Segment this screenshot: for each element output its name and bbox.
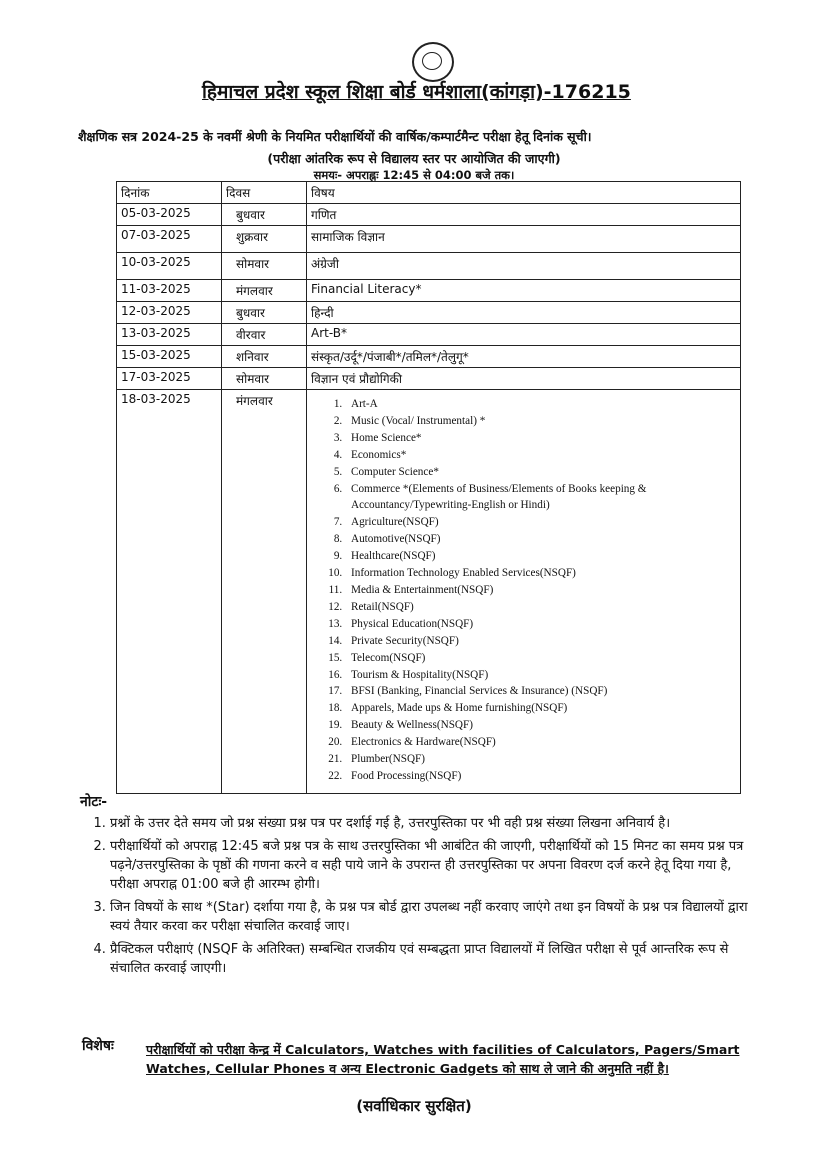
table-row — [117, 204, 741, 226]
header-date: दिनांक — [117, 182, 222, 204]
row-day: बुधवार — [222, 204, 307, 226]
row-date: 05-03-2025 — [117, 204, 222, 226]
notes-heading: नोटः- — [80, 794, 108, 810]
special-label: विशेषः — [82, 1038, 114, 1054]
list-item: 2. Music (Vocal/ Instrumental) * — [345, 413, 736, 430]
page-title: हिमाचल प्रदेश स्कूल शिक्षा बोर्ड धर्मशाला(कांगड़ा)-176215 — [202, 81, 631, 103]
row-subject: सामाजिक विज्ञान — [307, 226, 741, 253]
list-item: 4. Economics* — [345, 447, 736, 464]
row-day: शुक्रवार — [222, 226, 307, 253]
table-row — [117, 302, 741, 324]
header-day: दिवस — [222, 182, 307, 204]
page-subtitle: शैक्षणिक सत्र 2024-25 के नवमीं श्रेणी के नियमित परीक्षार्थियों की वार्षिक/कम्पार्टमैन्ट परीक्षा हेतू दिनांक सूची। — [78, 129, 592, 144]
list-item: 1. Art-A — [345, 396, 736, 413]
list-item: 11. Media & Entertainment(NSQF) — [345, 582, 736, 599]
row-date: 10-03-2025 — [117, 253, 222, 280]
list-item: 20. Electronics & Hardware(NSQF) — [345, 734, 736, 751]
list-item: 19. Beauty & Wellness(NSQF) — [345, 717, 736, 734]
subject-list — [311, 396, 736, 785]
row-date: 12-03-2025 — [117, 302, 222, 324]
row-day: शनिवार — [222, 346, 307, 368]
list-item: 15. Telecom(NSQF) — [345, 650, 736, 667]
row-day: वीरवार — [222, 324, 307, 346]
copyright-notice: (सर्वाधिकार सुरक्षित) — [356, 1097, 472, 1115]
list-item: 5. Computer Science* — [345, 464, 736, 481]
row-day: सोमवार — [222, 253, 307, 280]
row-subject-list — [307, 390, 741, 794]
row-subject: Art-B* — [307, 324, 741, 346]
table-header-row — [117, 182, 741, 204]
list-item: 3. Home Science* — [345, 430, 736, 447]
row-subject: Financial Literacy* — [307, 280, 741, 302]
row-subject: हिन्दी — [307, 302, 741, 324]
row-date: 11-03-2025 — [117, 280, 222, 302]
exam-level-note: (परीक्षा आंतरिक रूप से विद्यालय स्तर पर आयोजित की जाएगी) — [267, 151, 561, 166]
list-item: 13. Physical Education(NSQF) — [345, 616, 736, 633]
list-item: 8. Automotive(NSQF) — [345, 531, 736, 548]
list-item: 6. Commerce *(Elements of Business/Elements of Books keeping & Accountancy/Typewriting-English or Hindi) — [345, 481, 736, 515]
exam-time: समयः- अपराह्नः 12:45 से 04:00 बजे तक। — [313, 168, 515, 182]
table-row-last — [117, 390, 741, 794]
row-day: सोमवार — [222, 368, 307, 390]
table-row — [117, 368, 741, 390]
table-row — [117, 253, 741, 280]
list-item: 7. Agriculture(NSQF) — [345, 514, 736, 531]
list-item: 10. Information Technology Enabled Services(NSQF) — [345, 565, 736, 582]
header-subject: विषय — [307, 182, 741, 204]
list-item: 9. Healthcare(NSQF) — [345, 548, 736, 565]
list-item: 12. Retail(NSQF) — [345, 599, 736, 616]
note-item: 2. परीक्षार्थियों को अपराह्न 12:45 बजे प्रश्न पत्र के साथ उत्तरपुस्तिका भी आबंटित की जाएगी, परीक्षार्थियों को 15 मिनट का समय प्रश्न पत्र पढ़ने/उत्तरपुस्तिका के पृष्ठों की गणना करने व सही पाये जाने के उपरान्त ही उत्तरपुस्तिका पर अपना विवरण दर्ज करने हेतू दिया गया है, परीक्षा अपराह्न 01:00 बजे ही आरम्भ होगी। — [110, 837, 762, 894]
row-subject: गणित — [307, 204, 741, 226]
table-row — [117, 346, 741, 368]
list-item: 21. Plumber(NSQF) — [345, 751, 736, 768]
note-item: 4. प्रैक्टिकल परीक्षाएं (NSQF के अतिरिक्त) सम्बन्धित राजकीय एवं सम्बद्धता प्राप्त विद्यालयों में लिखित परीक्षा से पूर्व आन्तरिक रूप से संचालित करवाई जाएगी। — [110, 940, 762, 978]
list-item: 14. Private Security(NSQF) — [345, 633, 736, 650]
board-seal-icon — [412, 42, 454, 82]
row-day: मंगलवार — [222, 390, 307, 794]
date-sheet-table — [116, 181, 741, 794]
table-row — [117, 324, 741, 346]
row-subject: संस्कृत/उर्दू*/पंजाबी*/तमिल*/तेलुगू* — [307, 346, 741, 368]
notes-list — [84, 814, 762, 982]
list-item: 16. Tourism & Hospitality(NSQF) — [345, 667, 736, 684]
row-day: मंगलवार — [222, 280, 307, 302]
list-item: 18. Apparels, Made ups & Home furnishing(NSQF) — [345, 700, 736, 717]
list-item: 17. BFSI (Banking, Financial Services & Insurance) (NSQF) — [345, 683, 736, 700]
row-date: 18-03-2025 — [117, 390, 222, 794]
row-date: 15-03-2025 — [117, 346, 222, 368]
list-item: 22. Food Processing(NSQF) — [345, 768, 736, 785]
row-date: 07-03-2025 — [117, 226, 222, 253]
row-date: 13-03-2025 — [117, 324, 222, 346]
table-row — [117, 280, 741, 302]
row-subject: अंग्रेजी — [307, 253, 741, 280]
row-day: बुधवार — [222, 302, 307, 324]
table-row — [117, 226, 741, 253]
special-text: परीक्षार्थियों को परीक्षा केन्द्र में Calculators, Watches with facilities of Calculators, Pagers/Smart Watches, Cellular Phones व अन्य Electronic Gadgets को साथ ले जाने की अनुमति नहीं है। — [146, 1042, 740, 1076]
row-date: 17-03-2025 — [117, 368, 222, 390]
row-subject: विज्ञान एवं प्रौद्योगिकी — [307, 368, 741, 390]
note-item: 3. जिन विषयों के साथ *(Star) दर्शाया गया है, के प्रश्न पत्र बोर्ड द्वारा उपलब्ध नहीं करवाए जाएंगे तथा इन विषयों के प्रश्न पत्र विद्यालयों द्वारा स्वयं तैयार करवा कर परीक्षा संचालित करवाई जाए। — [110, 898, 762, 936]
note-item: 1. प्रश्नों के उत्तर देते समय जो प्रश्न संख्या प्रश्न पत्र पर दर्शाई गई है, उत्तरपुस्तिका पर भी वही प्रश्न संख्या लिखना अनिवार्य है। — [110, 814, 762, 833]
